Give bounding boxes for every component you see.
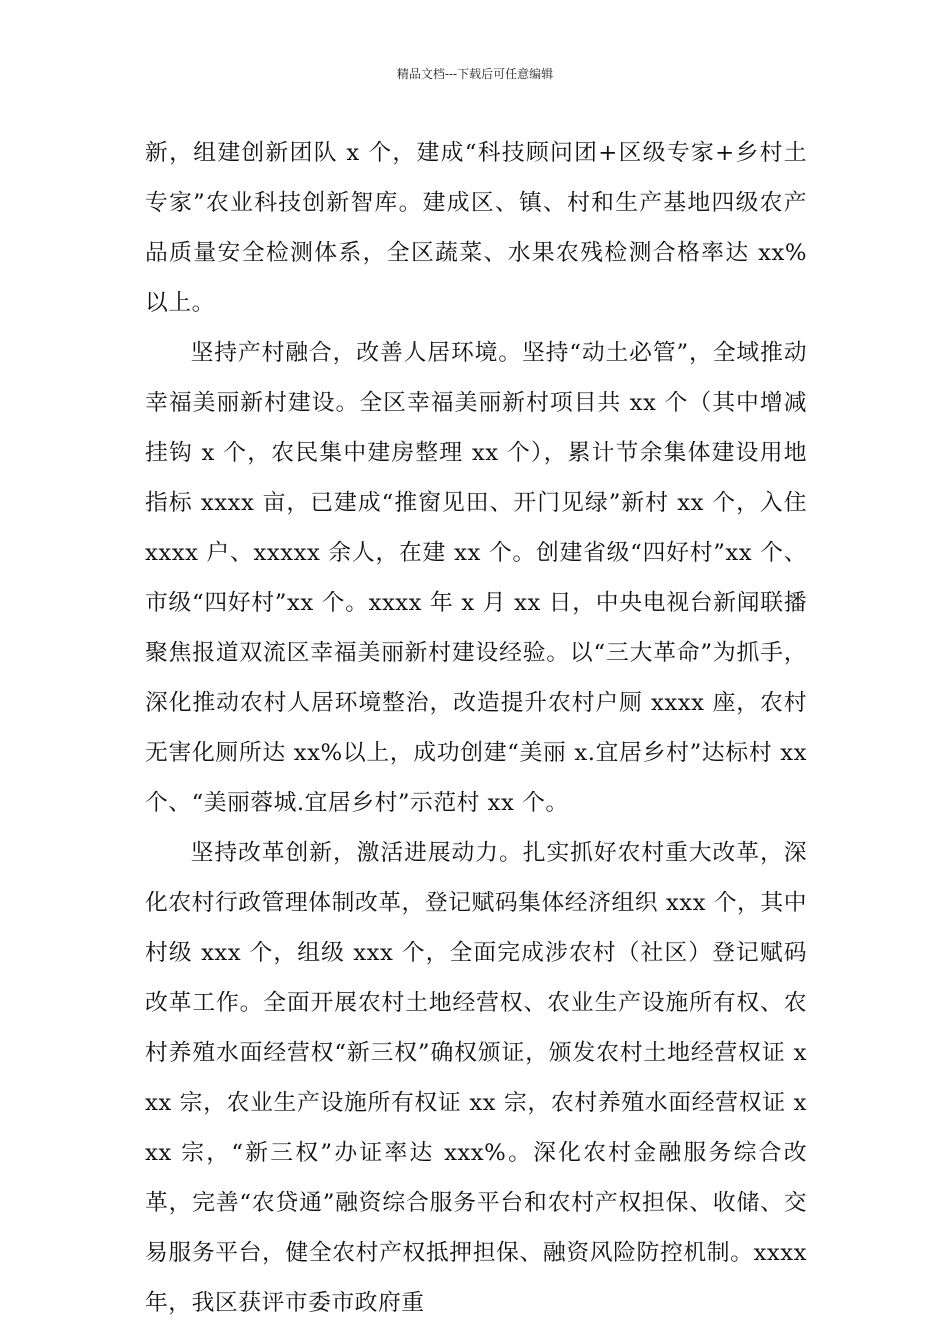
paragraph-3: 坚持改革创新，激活进展动力。扎实抓好农村重大改革，深化农村行政管理体制改革，登记赋码集体经济组织 xxx 个，其中村级 xxx 个，组级 xxx 个，全面完成涉农村（社区）登记赋码改革工作。全面开展农村土地经营权、农业生产设施所有权、农村养殖水面经营权“新三权”确权颁证，颁发农村土地经营权证 xxx 宗，农业生产设施所有权证 xx 宗，农村养殖水面经营权证 xxx 宗，“新三权”办证率达 xxx%。深化农村金融服务综合改革，完善“农贷通”融资综合服务平台和农村产权担保、收储、交易服务平台，健全农村产权抵押担保、融资风险防控机制。xxxx 年，我区获评市委市政府重 [145, 840, 807, 1316]
paragraph-1: 新，组建创新团队 x 个，建成“科技顾问团+区级专家+乡村土专家”农业科技创新智库。建成区、镇、村和生产基地四级农产品质量安全检测体系，全区蔬菜、水果农残检测合格率达 xx%以上。 [145, 140, 807, 316]
document-body [145, 128, 807, 1328]
page-header: 精品文档---下载后可任意编辑 [396, 67, 554, 81]
paragraph-2: 坚持产村融合，改善人居环境。坚持“动土必管”，全域推动幸福美丽新村建设。全区幸福美丽新村项目共 xx 个（其中增减挂钩 x 个，农民集中建房整理 xx 个），累计节余集体建设用地指标 xxxx 亩，已建成“推窗见田、开门见绿”新村 xx 个，入住 xxxx 户、xxxxx 余人，在建 xx 个。创建省级“四好村”xx 个、市级“四好村”xx 个。xxxx 年 x 月 xx 日，中央电视台新闻联播聚焦报道双流区幸福美丽新村建设经验。以“三大革命”为抓手，深化推动农村人居环境整治，改造提升农村户厕 xxxx 座，农村无害化厕所达 xx%以上，成功创建“美丽 x.宜居乡村”达标村 xx 个、“美丽蓉城.宜居乡村”示范村 xx 个。 [145, 340, 807, 816]
